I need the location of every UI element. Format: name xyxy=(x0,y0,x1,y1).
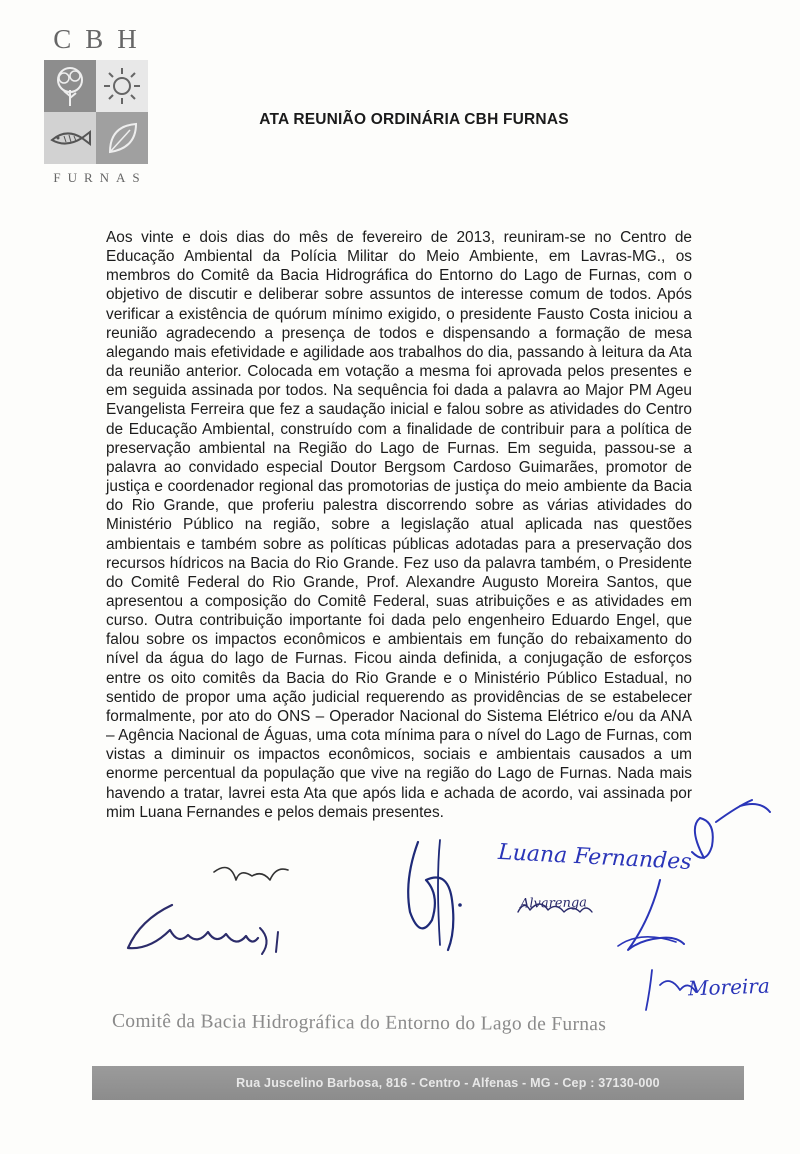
footer-address: Rua Juscelino Barbosa, 816 - Centro - Alfenas - MG - Cep : 37130-000 xyxy=(92,1066,744,1100)
document-title: ATA REUNIÃO ORDINÁRIA CBH FURNAS xyxy=(259,111,569,128)
signature-third: Moreira xyxy=(687,973,771,1001)
footer-organization: Comitê da Bacia Hidrográfica do Entorno do Lago de Furnas xyxy=(111,1010,607,1036)
logo-top-text: CBH xyxy=(53,24,151,54)
signature-second: Alvarenga xyxy=(519,895,588,912)
signature-luana-fernandes: Luana Fernandes xyxy=(497,839,693,876)
logo-bottom-text: FURNAS xyxy=(53,170,147,185)
minutes-paragraph: Aos vinte e dois dias do mês de fevereiro de 2013, reuniram-se no Centro de Educação Ambiental da Polícia Militar do Meio Ambiente, em Lavras-MG., os membros do Comitê da Bacia Hidrográfica do Entorno do Lago de Furnas, com o objetivo de discutir e deliberar sobre assuntos de interesse comum de todos. Após verificar a existência de quórum mínimo exigido, o presidente Fausto Costa iniciou a reunião agradecendo a presença de todos e dispensando a formação de mesa alegando mais efetividade e agilidade aos trabalhos do dia, passando à leitura da Ata da reunião anterior. Colocada em votação a mesma foi aprovada pelos presentes e em seguida assinada por todos. Na sequência foi dada a palavra ao Major PM Ageu Evangelista Ferreira que fez a saudação inicial e falou sobre as atividades do Centro de Educação Ambiental, construído com a finalidade de contribuir para a política de preservação ambiental na Região do Lago de Furnas. Em seguida, passou-se a palavra ao convidado especial Doutor Bergsom Cardoso Guimarães, promotor de justiça e coordenador regional das promotorias de justiça do meio ambiente da Bacia do Rio Grande, que proferiu palestra discorrendo sobre as várias atividades do Ministério Público na região, sobre a legislação atual aplicada nas questões ambientais e também sobre as políticas públicas adotadas para a preservação dos recursos hídricos na Bacia do Rio Grande. Fez uso da palavra também, o Presidente do Comitê Federal do Rio Grande, Prof. Alexandre Augusto Moreira Santos, que apresentou a composição do Comitê Federal, suas atribuições e as atividades em curso. Outra contribuição importante foi dada pelo engenheiro Eduardo Engel, que falou sobre os impactos econômicos e ambientais em função do rebaixamento do nível da água do lago de Furnas. Ficou ainda definida, a conjugação de esforços entre os oito comitês da Bacia do Rio Grande e o Ministério Público Estadual, no sentido de propor uma ação judicial requerendo as providências de se estabelecer formalmente, por ato do ONS – Operador Nacional do Sistema Elétrico e/ou da ANA – Agência Nacional de Águas, uma cota mínima para o nível do Lago de Furnas, com vistas a diminuir os impactos econômicos, sociais e ambientais causados a um enorme percentual da população que vive na região do Lago de Furnas. Nada mais havendo a tratar, lavrei esta Ata que após lida e achada de acordo, vai assinada por mim Luana Fernandes e pelos demais presentes. xyxy=(106,229,692,821)
